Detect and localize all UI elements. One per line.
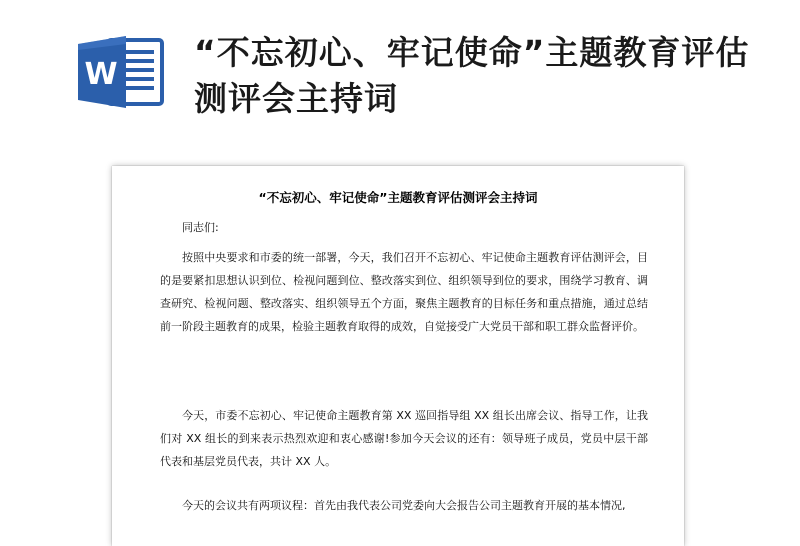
document-paragraph: 按照中央要求和市委的统一部署，今天，我们召开不忘初心、牢记使命主题教育评估测评会，目的是要紧扣思想认识到位、检视问题到位、整改落实到位、组织领导到位的要求，围绕学习教育、调查研究、检视问题、整改落实、组织领导五个方面，聚焦主题教育的目标任务和重点措施，通过总结前一阶段主题教育的成果，检验主题教育取得的成效，自觉接受广大党员干部和职工群众监督评价。 xyxy=(160,251,648,333)
page-title: “不忘初心、牢记使命”主题教育评估测评会主持词 xyxy=(194,33,750,118)
document-paragraph: 今天，市委不忘初心、牢记使命主题教育第 XX 巡回指导组 XX 组长出席会议、指导工作，让我们对 XX 组长的到来表示热烈欢迎和衷心感谢!参加今天会议的还有：领导班子成员，党员中层干部代表和基层党员代表，共计 XX 人。 xyxy=(160,409,648,468)
document-greeting: 同志们: xyxy=(182,221,219,234)
microsoft-word-icon xyxy=(74,34,166,110)
document-title: “不忘初心、牢记使命”主题教育评估测评会主持词 xyxy=(258,190,538,205)
word-icon-letter: W xyxy=(84,57,118,92)
document-page xyxy=(112,166,684,546)
document-paragraph: 今天的会议共有两项议程：首先由我代表公司党委向大会报告公司主题教育开展的基本情况, xyxy=(182,499,626,512)
